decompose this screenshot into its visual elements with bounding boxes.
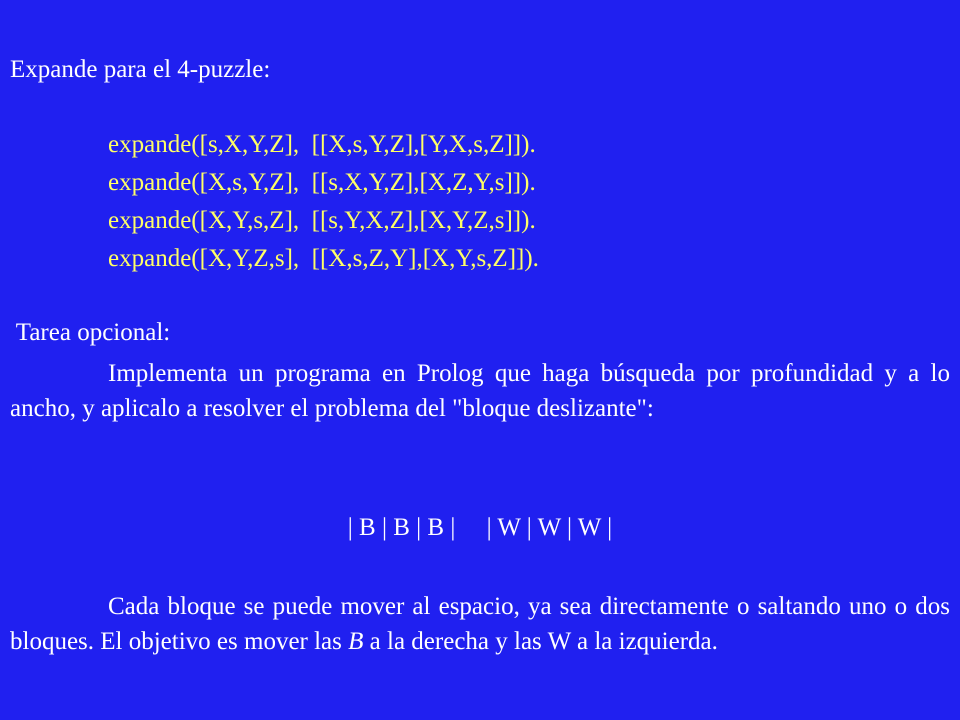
rule-paragraph [10,589,950,659]
heading: Expande para el 4-puzzle: [10,56,271,83]
rule-text-2: a la derecha y las W a la izquierda. [363,628,718,655]
task-paragraph [10,356,950,426]
rule-text-1: Cada bloque se puede mover al espacio, ya sea directamente o saltando uno o dos bloques. El objetivo es mover las [10,593,950,655]
rule-b: B [348,628,364,655]
task-text: Implementa un programa en Prolog que haga búsqueda por profundidad y a lo ancho, y aplicalo a resolver el problema del "bloque deslizante": [10,360,950,422]
code-line-3: expande([X,Y,s,Z], [[s,Y,X,Z],[X,Y,Z,s]]). [108,207,536,234]
code-line-2: expande([X,s,Y,Z], [[s,X,Y,Z],[X,Z,Y,s]]). [108,169,536,196]
blocks-row: | B | B | B | | W | W | W | [347,514,613,541]
code-line-4: expande([X,Y,Z,s], [[X,s,Z,Y],[X,Y,s,Z]]). [108,245,539,272]
code-line-1: expande([s,X,Y,Z], [[X,s,Y,Z],[Y,X,s,Z]]). [108,131,536,158]
task-title: Tarea opcional: [10,319,171,346]
